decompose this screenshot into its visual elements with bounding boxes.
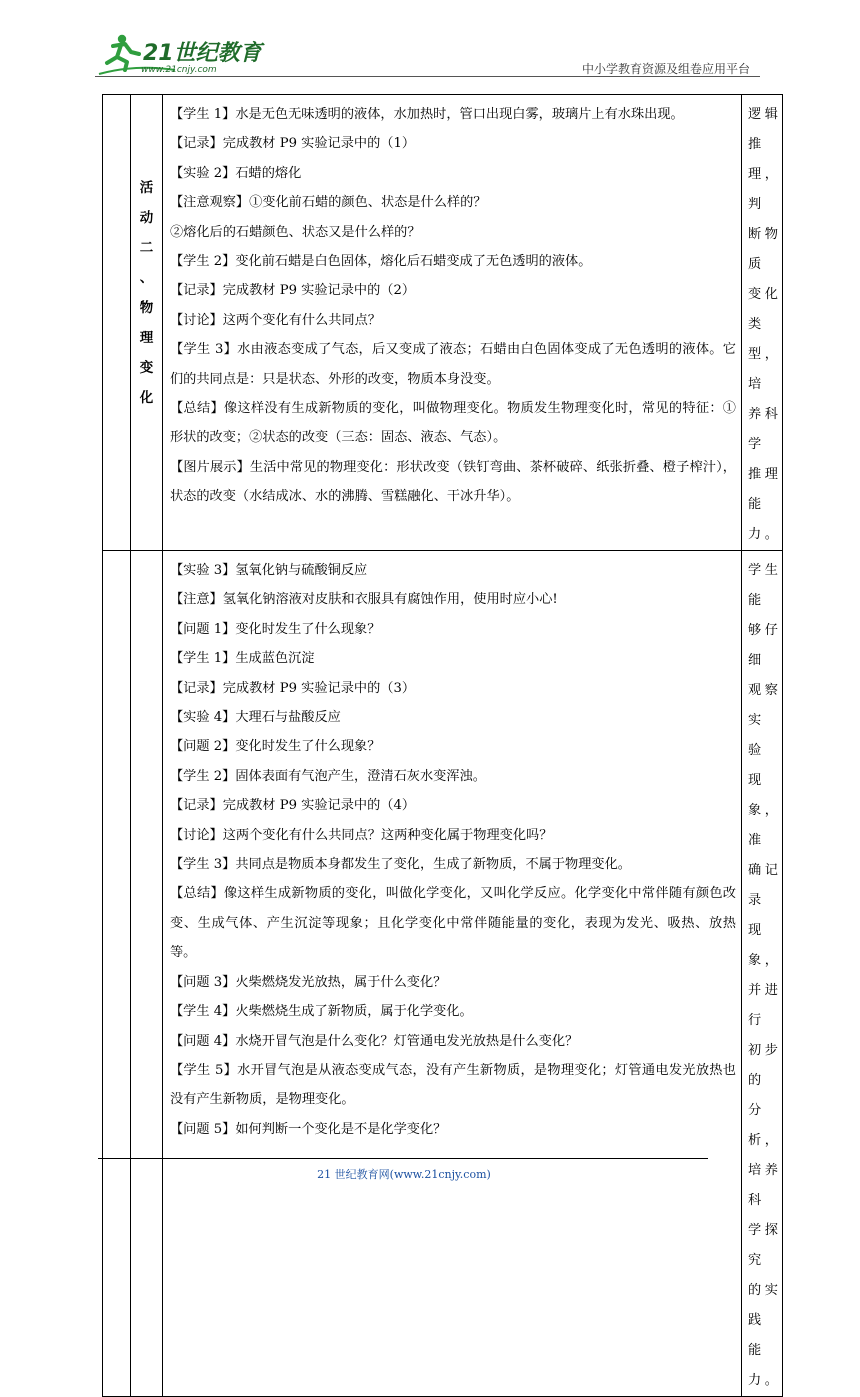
content-line: 【学生 1】水是无色无味透明的液体，水加热时，管口出现白雾，玻璃片上有水珠出现。 (170, 107, 684, 122)
content-line: 【记录】完成教材 P9 实验记录中的（3） (170, 680, 416, 696)
text-line: 够仔细 (748, 623, 778, 668)
text-line: 确记录 (748, 863, 778, 908)
design-intent (742, 551, 782, 1396)
text-line: 理 (139, 330, 154, 346)
content-line: 【实验 4】大理石与盐酸反应 (170, 710, 341, 726)
content-line: 【讨论】这两个变化有什么共同点？ (170, 312, 381, 328)
text-line: 象，准 (748, 803, 778, 848)
design-intent (742, 95, 782, 550)
text-line: 动 (139, 210, 154, 226)
text-line: 活 (139, 180, 154, 196)
design-intent-cell (742, 551, 783, 1397)
table-row-chemical-change (103, 551, 783, 1397)
text-line: 物 (139, 300, 154, 316)
activity-title-cell (131, 551, 163, 1397)
activity-title (131, 95, 162, 413)
text-line: 变化类 (748, 287, 778, 332)
activity-title-cell (131, 95, 163, 551)
content-line: 【实验 2】石蜡的熔化 (170, 165, 302, 181)
content-line: 【记录】完成教材 P9 实验记录中的（1） (170, 136, 416, 152)
header-divider (95, 76, 760, 77)
content-line: 【学生 4】火柴燃烧生成了新物质，属于化学变化。 (170, 1004, 473, 1020)
text-line: 推理能 (748, 467, 778, 512)
content-line: 【图片展示】生活中常见的物理变化：形状改变（铁钉弯曲、茶杯破碎、纸张折叠、橙子榨汁），状态的改变（水结成冰、水的沸腾、雪糕融化、干冰升华）。 (170, 459, 736, 505)
footer-divider (98, 1158, 708, 1159)
text-line: 学探究 (748, 1223, 778, 1268)
lesson-table (102, 94, 783, 1397)
activity-content-cell (163, 551, 742, 1397)
design-intent-cell (742, 95, 783, 551)
content-line: ②熔化后的石蜡颜色、状态又是什么样的？ (170, 224, 421, 240)
text-line: 分析， (748, 1103, 778, 1148)
content-line: 【学生 2】变化前石蜡是白色固体，熔化后石蜡变成了无色透明的液体。 (170, 254, 592, 270)
table-cell-blank (103, 551, 131, 1397)
text-line: 变 (139, 360, 154, 376)
text-line: 力。 (748, 527, 778, 542)
text-line: 能力。 (748, 1343, 778, 1388)
text-line: 二 (139, 240, 154, 256)
text-line: 养科学 (748, 407, 778, 452)
platform-name: 中小学教育资源及组卷应用平台 (581, 62, 750, 76)
text-line: 观察实 (748, 683, 778, 728)
content-line: 【问题 3】火柴燃烧发光放热，属于什么变化？ (170, 974, 447, 990)
table-cell-blank (103, 95, 131, 551)
content-line: 【问题 1】变化时发生了什么现象？ (170, 621, 381, 637)
table-row-physical-change (103, 95, 783, 551)
content-line: 【总结】像这样生成新物质的变化，叫做化学变化，又叫化学反应。化学变化中常伴随有颜色改变、生成气体、产生沉淀等现象；且化学变化中常伴随能量的变化，表现为发光、吸热、放热等。 (170, 886, 736, 961)
text-line: 学生能 (748, 563, 778, 608)
svg-text:21世纪教育: 21世纪教育 (143, 41, 262, 66)
content-line: 【学生 5】水开冒气泡是从液态变成气态，没有产生新物质，是物理变化；灯管通电发光放热也没有产生新物质，是物理变化。 (170, 1062, 736, 1108)
svg-text:www.21cnjy.com: www.21cnjy.com (141, 65, 217, 75)
content-line: 【学生 3】共同点是物质本身都发生了变化，生成了新物质，不属于物理变化。 (170, 857, 631, 873)
text-line: 验 现 (748, 743, 762, 788)
content-line: 【注意】氢氧化钠溶液对皮肤和衣服具有腐蚀作用，使用时应小心! (170, 592, 558, 608)
text-line: 逻辑推 (748, 107, 778, 152)
content-line: 【总结】像这样没有生成新物质的变化，叫做物理变化。物质发生物理变化时，常见的特征：①形状的改变；②状态的改变（三态：固态、液态、气态）。 (170, 401, 736, 446)
text-line: 、 (139, 270, 154, 286)
content-line: 【学生 1】生成蓝色沉淀 (170, 651, 315, 667)
content-line: 【学生 3】水由液态变成了气态，后又变成了液态；石蜡由白色固体变成了无色透明的液体。它们的共同点是：只是状态、外形的改变，物质本身没变。 (170, 342, 736, 387)
text-line: 化 (139, 390, 154, 406)
content-line: 【实验 3】氢氧化钠与硫酸铜反应 (170, 563, 368, 578)
text-line: 断物质 (748, 227, 778, 272)
content-line: 【注意观察】①变化前石蜡的颜色、状态是什么样的？ (170, 195, 487, 211)
content-line: 【问题 4】水烧开冒气泡是什么变化？灯管通电发光放热是什么变化？ (170, 1033, 579, 1049)
content-line: 【问题 2】变化时发生了什么现象？ (170, 739, 381, 755)
footer-text: 21 世纪教育网(www.21cnjy.com) (317, 1168, 491, 1181)
activity-content (163, 95, 741, 512)
content-line: 【学生 2】固体表面有气泡产生，澄清石灰水变浑浊。 (170, 768, 486, 784)
text-line: 培养科 (748, 1163, 778, 1208)
text-line: 现象， (748, 923, 778, 968)
text-line: 的实践 (748, 1283, 778, 1328)
text-line: 型，培 (748, 347, 778, 392)
site-logo (95, 30, 265, 76)
content-line: 【问题 5】如何判断一个变化是不是化学变化？ (170, 1121, 447, 1137)
content-line: 【讨论】这两个变化有什么共同点？这两种变化属于物理变化吗？ (170, 827, 553, 843)
page-header (95, 30, 760, 78)
content-line: 【记录】完成教材 P9 实验记录中的（2） (170, 283, 416, 299)
text-line: 初步的 (748, 1043, 778, 1088)
activity-content-cell (163, 95, 742, 551)
content-line: 【记录】完成教材 P9 实验记录中的（4） (170, 798, 416, 814)
activity-content (163, 551, 741, 1144)
text-line: 并进行 (748, 983, 778, 1028)
text-line: 理，判 (748, 167, 778, 212)
